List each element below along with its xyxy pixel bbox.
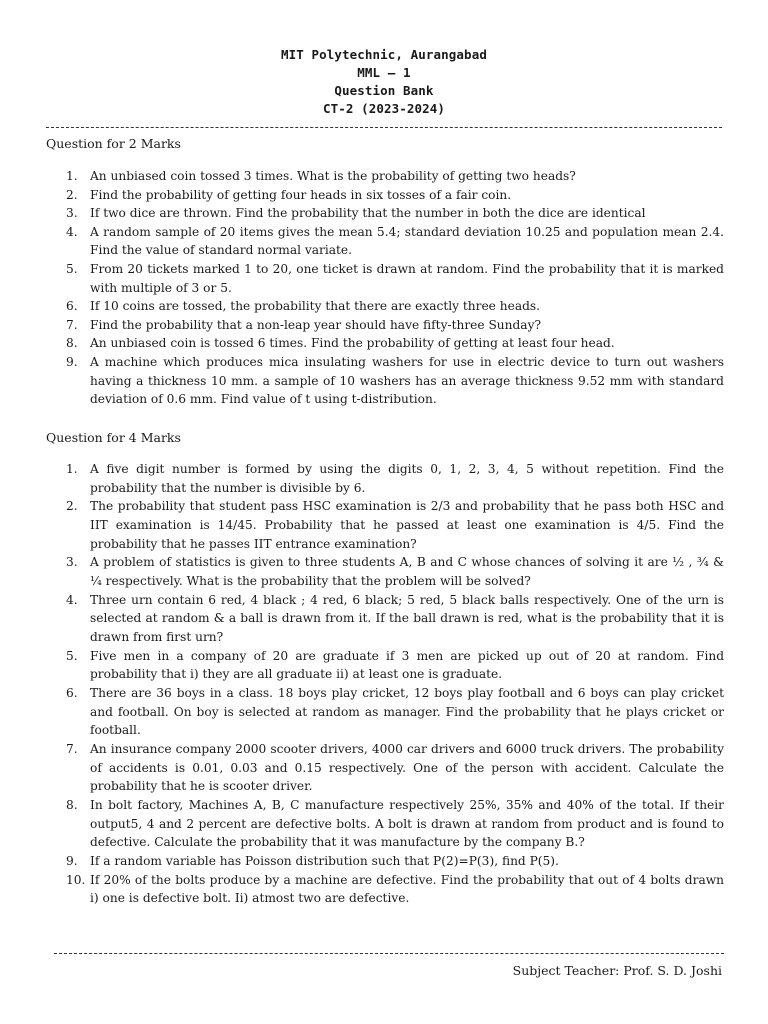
list-item	[46, 353, 724, 409]
question-text: Find the probability of getting four heads in six tosses of a fair coin.	[90, 187, 512, 202]
list-item	[46, 334, 724, 353]
top-divider	[46, 127, 722, 128]
question-number: 6.	[66, 686, 78, 701]
question-text: Three urn contain 6 red, 4 black ; 4 red, 6 black; 5 red, 5 black balls respectively. One of the urn is selected at random & a ball is drawn from it. If the ball drawn is red, what is the probability that it is drawn from first urn?	[90, 592, 724, 644]
list-item	[46, 186, 724, 205]
question-text: If 10 coins are tossed, the probability that there are exactly three heads.	[90, 299, 541, 314]
question-text: Five men in a company of 20 are graduate if 3 men are picked up out of 20 at random. Find probability that i) they are all graduate ii) at least one is graduate.	[90, 648, 724, 682]
document-header	[0, 46, 768, 118]
question-text: A five digit number is formed by using the digits 0, 1, 2, 3, 4, 5 without repetition. Find the probability that the number is divisible by 6.	[90, 462, 724, 495]
question-number: 3.	[66, 555, 78, 570]
list-item	[46, 553, 724, 590]
question-text: A random sample of 20 items gives the mean 5.4; standard deviation 10.25 and population mean 2.4. Find the value of standard normal variate.	[90, 224, 724, 258]
question-number: 4.	[66, 592, 78, 607]
question-number: 7.	[66, 317, 78, 332]
question-text: A problem of statistics is given to three students A, B and C whose chances of solving it are ½ , ¾ & ¼ respectively. What is the probability that the problem will be solved?	[90, 555, 724, 588]
question-number: 9.	[66, 853, 78, 868]
course-code: MML – 1	[357, 65, 411, 80]
question-text: An unbiased coin tossed 3 times. What is the probability of getting two heads?	[90, 169, 576, 183]
list-item	[46, 316, 724, 335]
list-item	[46, 871, 724, 908]
question-number: 5.	[66, 648, 78, 663]
question-number: 1.	[66, 169, 78, 183]
question-list-2-marks	[46, 167, 724, 409]
question-text: If 20% of the bolts produce by a machine are defective. Find the probability that out of 4 bolts drawn i) one is defective bolt. Ii) atmost two are defective.	[90, 872, 724, 906]
list-item	[46, 167, 724, 186]
question-number: 2.	[66, 499, 78, 514]
section-title-4-marks: Question for 4 Marks	[46, 430, 181, 445]
question-text: From 20 tickets marked 1 to 20, one ticket is drawn at random. Find the probability that it is marked with multiple of 3 or 5.	[90, 261, 724, 295]
question-number: 8.	[66, 336, 78, 351]
question-number: 4.	[66, 224, 78, 239]
question-number: 5.	[66, 261, 78, 276]
question-text: Find the probability that a non-leap year should have fifty-three Sunday?	[90, 317, 541, 332]
question-number: 9.	[66, 354, 78, 369]
list-item	[46, 260, 724, 297]
question-number: 6.	[66, 299, 78, 314]
question-text: A machine which produces mica insulating washers for use in electric device to turn out washers having a thickness 10 mm. a sample of 10 washers has an average thickness 9.52 mm with standard deviation of 0.6 mm. Find value of t using t-distribution.	[90, 354, 724, 407]
question-number: 3.	[66, 206, 78, 221]
section-title-2-marks: Question for 2 Marks	[46, 136, 181, 151]
document-type: Question Bank	[334, 83, 434, 98]
bottom-divider	[54, 953, 724, 954]
list-item	[46, 796, 724, 852]
question-text: There are 36 boys in a class. 18 boys play cricket, 12 boys play football and 6 boys can play cricket and football. On boy is selected at random as manager. Find the probability that he plays cricket or football.	[90, 686, 724, 738]
question-number: 8.	[66, 798, 78, 812]
question-text: An unbiased coin is tossed 6 times. Find the probability of getting at least four head.	[90, 336, 615, 351]
question-number: 1.	[66, 462, 78, 476]
list-item	[46, 297, 724, 316]
list-item	[46, 591, 724, 647]
question-text: If a random variable has Poisson distribution such that P(2)=P(3), find P(5).	[90, 853, 559, 868]
test-name: CT-2 (2023-2024)	[322, 101, 445, 116]
list-item	[46, 497, 724, 553]
institute-name: MIT Polytechnic, Aurangabad	[281, 47, 487, 62]
question-text: The probability that student pass HSC examination is 2/3 and probability that he pass both HSC and IIT examination is 14/45. Probability that he passed at least one examination is 4/5. Find the probability that he passes IIT entrance examination?	[90, 499, 724, 551]
list-item	[46, 223, 724, 260]
subject-teacher: Subject Teacher: Prof. S. D. Joshi	[512, 963, 722, 978]
question-number: 10.	[66, 872, 86, 887]
question-text: An insurance company 2000 scooter drivers, 4000 car drivers and 6000 truck drivers. The probability of accidents is 0.01, 0.03 and 0.15 respectively. One of the person with accident. Calculate the probability that he is scooter driver.	[90, 742, 724, 794]
list-item	[46, 684, 724, 740]
list-item	[46, 460, 724, 497]
list-item	[46, 204, 724, 223]
question-number: 2.	[66, 187, 78, 202]
question-text: If two dice are thrown. Find the probability that the number in both the dice are identical	[90, 206, 646, 221]
question-text: In bolt factory, Machines A, B, C manufacture respectively 25%, 35% and 40% of the total. If their output5, 4 and 2 percent are defective bolts. A bolt is drawn at random from product and is found to defective. Calculate the probability that it was manufacture by the company B.?	[90, 798, 724, 850]
list-item	[46, 647, 724, 684]
question-number: 7.	[66, 742, 78, 757]
list-item	[46, 852, 724, 871]
question-list-4-marks	[46, 460, 724, 908]
list-item	[46, 740, 724, 796]
